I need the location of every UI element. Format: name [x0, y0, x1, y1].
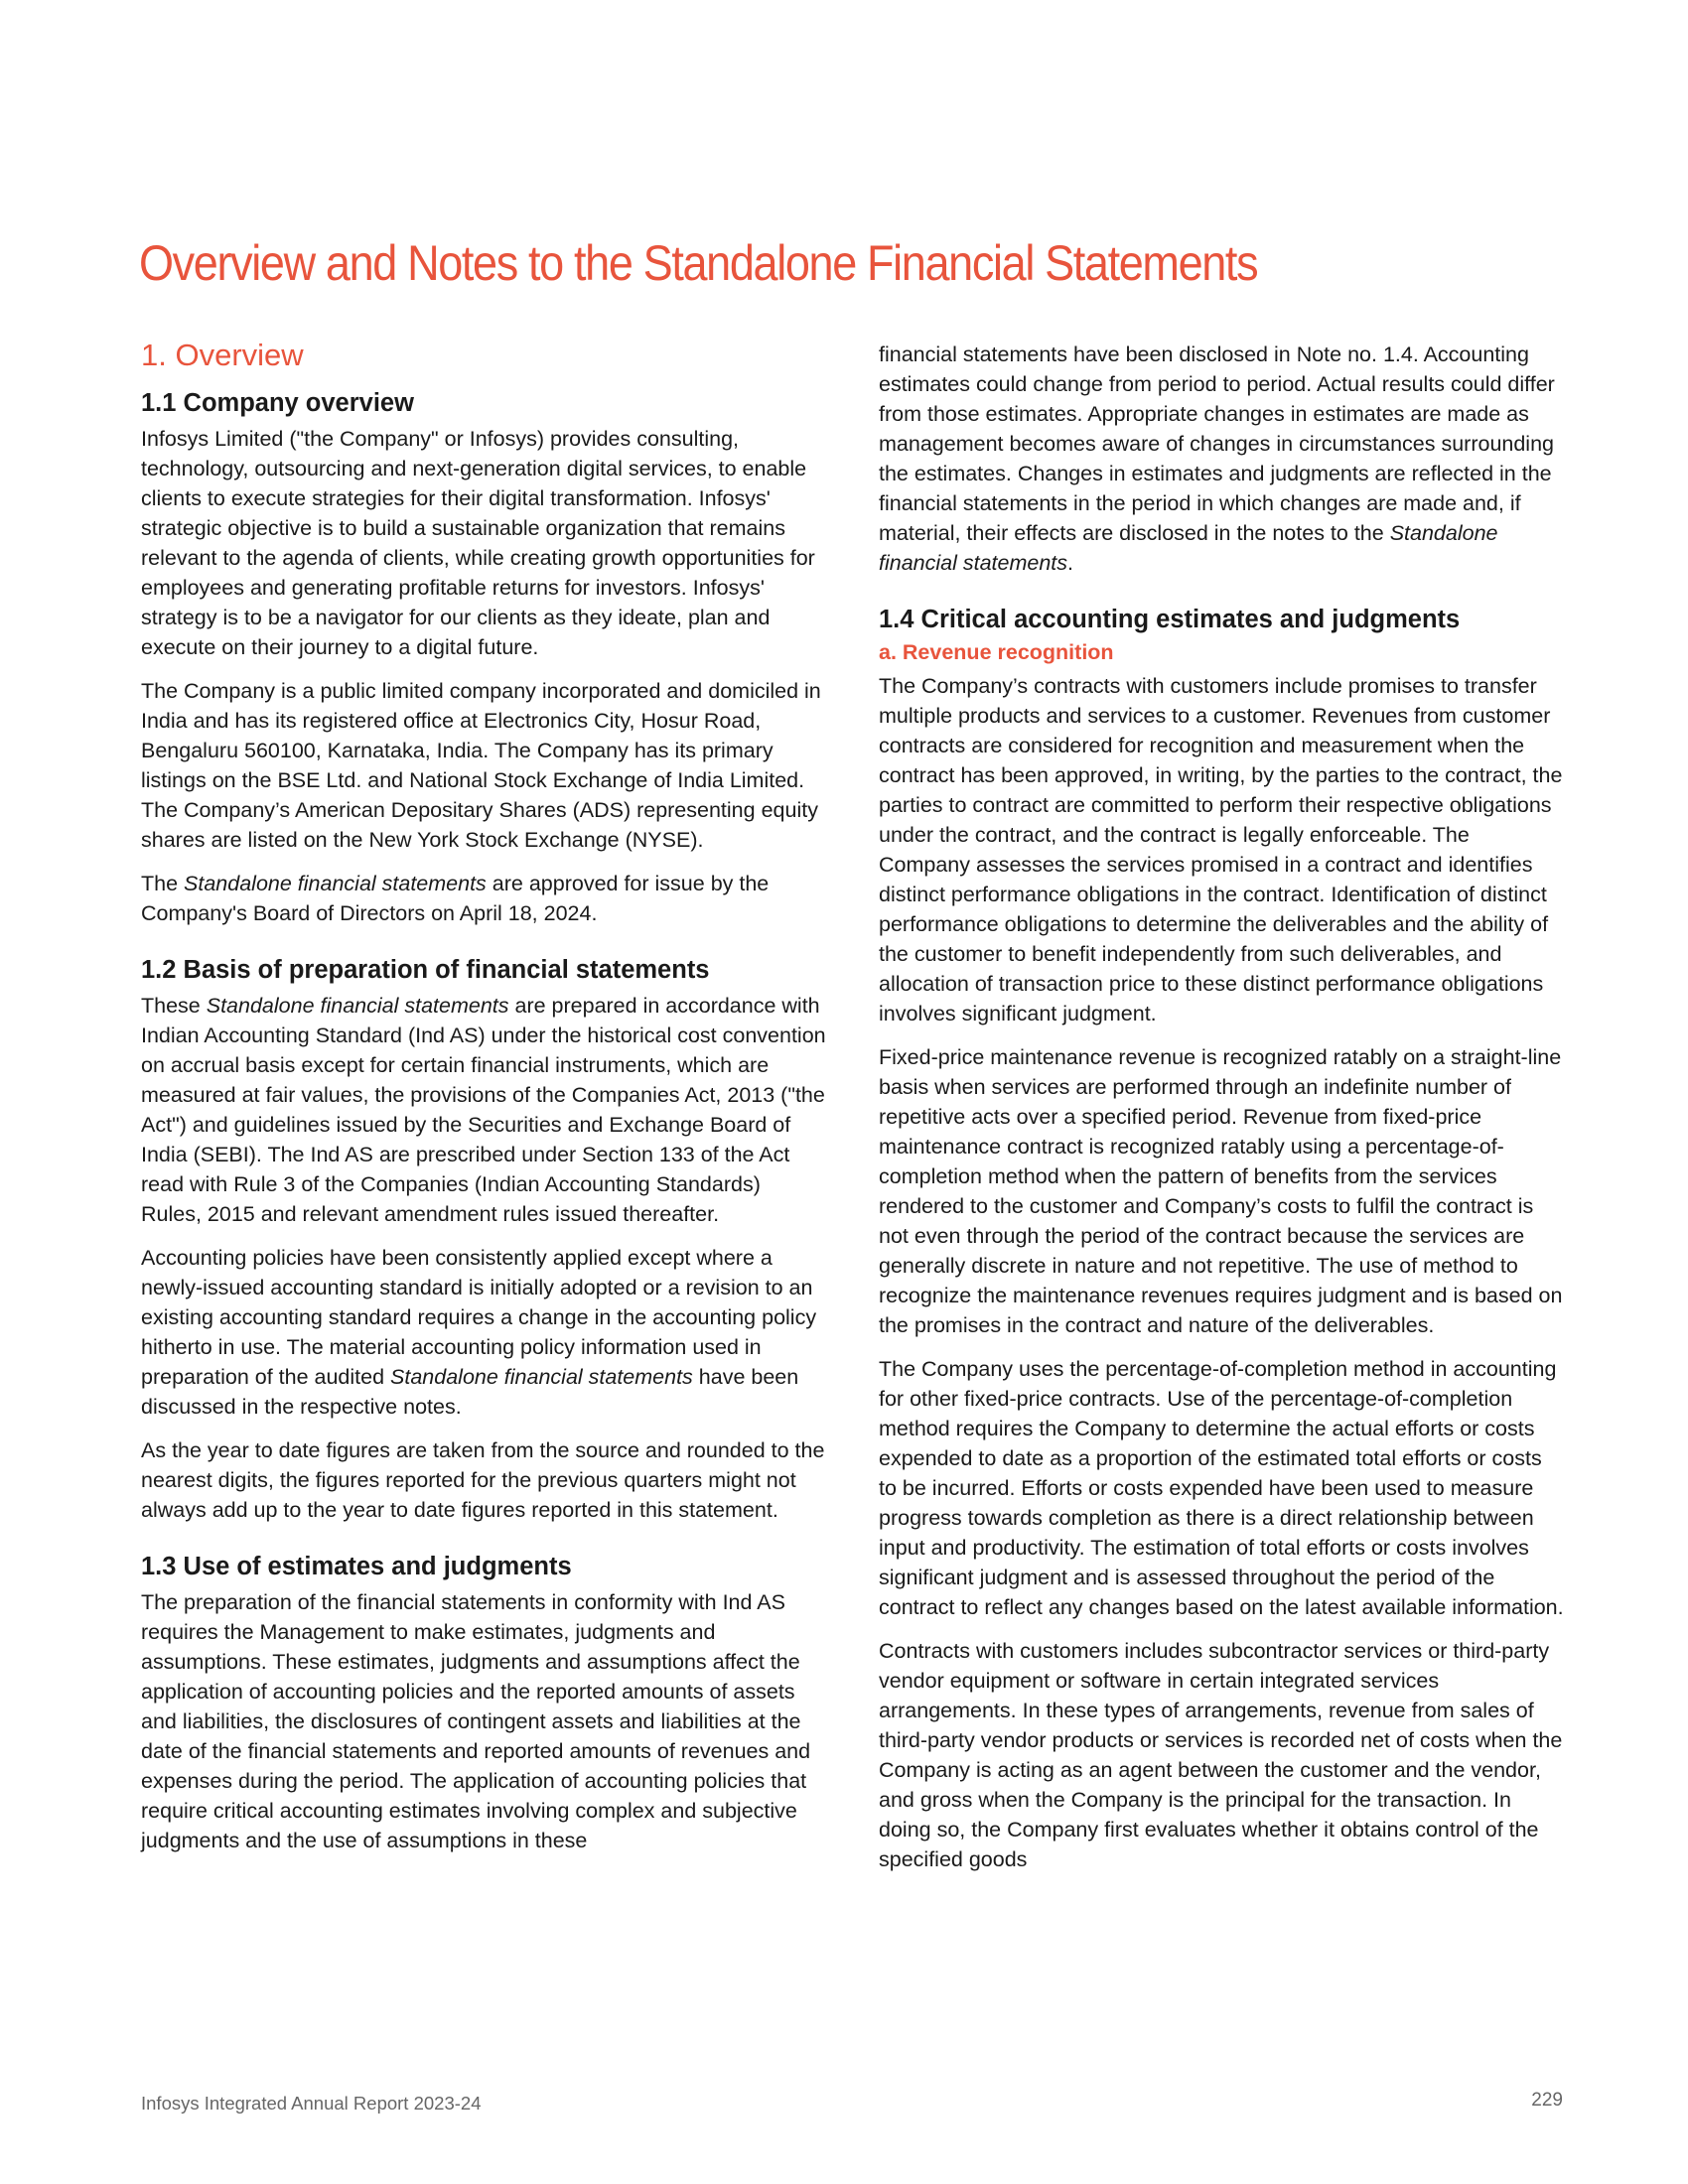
heading-revenue-recognition: a. Revenue recognition — [879, 640, 1114, 664]
paragraph-revenue-contracts: The Company’s contracts with customers include promises to transfer multiple products and services to a customer. Revenues from customer contracts are considered for recognition and measurement when the contract has been approved, in writing, by the parties to the contract, the parties to contract are committed to perform their respective obligations under the contract, and the contract is legally enforceable. The Company assesses the services promised in a contract and identifies distinct performance obligations in the contract. Identification of distinct performance obligations to determine the deliverables and the ability of the customer to benefit independently from such deliverables, and allocation of transaction price to these distinct performance obligations involves significant judgment. — [879, 674, 1563, 1025]
paragraph-basis-of-preparation: These Standalone financial statements are prepared in accordance with Indian Accounting Standard (Ind AS) under the historical cost convention on accrual basis except for certain financial instruments, which are measured at fair values, the provisions of the Companies Act, 2013 ("the Act") and guidelines issued by the Securities and Exchange Board of India (SEBI). The Ind AS are prescribed under Section 133 of the Act read with Rule 3 of the Companies (Indian Accounting Standards) Rules, 2015 and relevant amendment rules issued thereafter. — [141, 994, 826, 1226]
footer-report-name: Infosys Integrated Annual Report 2023-24 — [141, 2093, 482, 2114]
paragraph-company-overview: Infosys Limited ("the Company" or Infosys) provides consulting, technology, outsourcing and next-generation digital services, to enable clients to execute strategies for their digital transformation. Infosys' strategic objective is to build a sustainable organization that remains relevant to the agenda of clients, while creating growth opportunities for employees and generating profitable returns for investors. Infosys' strategy is to be a navigator for our clients as they ideate, plan and execute on their journey to a digital future. — [141, 427, 815, 659]
heading-critical-estimates: 1.4 Critical accounting estimates and judgments — [879, 606, 1461, 633]
paragraph-fixed-price-maintenance: Fixed-price maintenance revenue is recognized ratably on a straight-line basis when services are performed through an indefinite number of repetitive acts over a specified period. Revenue from fixed-price maintenance contract is recognized ratably using a percentage-of-completion method when the pattern of benefits from the services rendered to the customer and Company’s costs to fulfil the contract is not even through the period of the contract because the services are generally discrete in nature and not repetitive. The use of method to recognize the maintenance revenues requires judgment and is based on the promises in the contract and nature of the deliverables. — [879, 1045, 1563, 1337]
right-column — [879, 340, 1564, 1874]
left-column — [141, 338, 826, 1855]
paragraph-accounting-policies: Accounting policies have been consistently applied except where a newly-issued accounting standard is initially adopted or a revision to an existing accounting standard requires a change in the accounting policy hitherto in use. The material accounting policy information used in preparation of the audited Standalone financial statements have been discussed in the respective notes. — [141, 1246, 817, 1419]
paragraph-approval: The Standalone financial statements are approved for issue by the Company's Board of Directors on April 18, 2024. — [141, 872, 770, 925]
paragraph-estimates-continued: financial statements have been disclosed in Note no. 1.4. Accounting estimates could change from period to period. Actual results could differ from those estimates. Appropriate changes in estimates are made as management becomes aware of changes in circumstances surrounding the estimates. Changes in estimates and judgments are reflected in the financial statements in the period in which changes are made and, if material, their effects are disclosed in the notes to the Standalone financial statements. — [879, 342, 1555, 575]
page-title: Overview and Notes to the Standalone Financial Statements — [139, 235, 1258, 291]
paragraph-subcontractor-services: Contracts with customers includes subcontractor services or third-party vendor equipment or software in certain integrated services arrangements. In these types of arrangements, revenue from sales of third-party vendor products or services is recorded net of costs when the Company is acting as an agent between the customer and the vendor, and gross when the Company is the principal for the transaction. In doing so, the Company first evaluates whether it obtains control of the specified goods — [879, 1639, 1563, 1871]
heading-company-overview: 1.1 Company overview — [141, 389, 414, 417]
paragraph-company-incorporation: The Company is a public limited company incorporated and domiciled in India and has its registered office at Electronics City, Hosur Road, Bengaluru 560100, Karnataka, India. The Company has its primary listings on the BSE Ltd. and National Stock Exchange of India Limited. The Company’s American Depositary Shares (ADS) representing equity shares are listed on the New York Stock Exchange (NYSE). — [141, 679, 821, 852]
paragraph-percentage-of-completion: The Company uses the percentage-of-completion method in accounting for other fixed-price contracts. Use of the percentage-of-completion method requires the Company to determine the actual efforts or costs expended to date as a proportion of the estimated total efforts or costs to be incurred. Efforts or costs expended have been used to measure progress towards completion as there is a direct relationship between input and productivity. The estimation of total efforts or costs involves significant judgment and is assessed throughout the period of the contract to reflect any changes based on the latest available information. — [879, 1357, 1564, 1619]
heading-basis-of-preparation: 1.2 Basis of preparation of financial statements — [141, 956, 710, 984]
heading-use-of-estimates: 1.3 Use of estimates and judgments — [141, 1553, 572, 1580]
footer-page-number: 229 — [1531, 2090, 1563, 2111]
paragraph-use-of-estimates: The preparation of the financial statements in conformity with Ind AS requires the Management to make estimates, judgments and assumptions. These estimates, judgments and assumptions affect the application of accounting policies and the reported amounts of assets and liabilities, the disclosures of contingent assets and liabilities at the date of the financial statements and reported amounts of revenues and expenses during the period. The application of accounting policies that require critical accounting estimates involving complex and subjective judgments and the use of assumptions in these — [141, 1590, 811, 1852]
section-heading-overview: 1. Overview — [141, 338, 304, 372]
paragraph-rounding: As the year to date figures are taken from the source and rounded to the nearest digits, the figures reported for the previous quarters might not always add up to the year to date figures reported in this statement. — [141, 1438, 825, 1522]
